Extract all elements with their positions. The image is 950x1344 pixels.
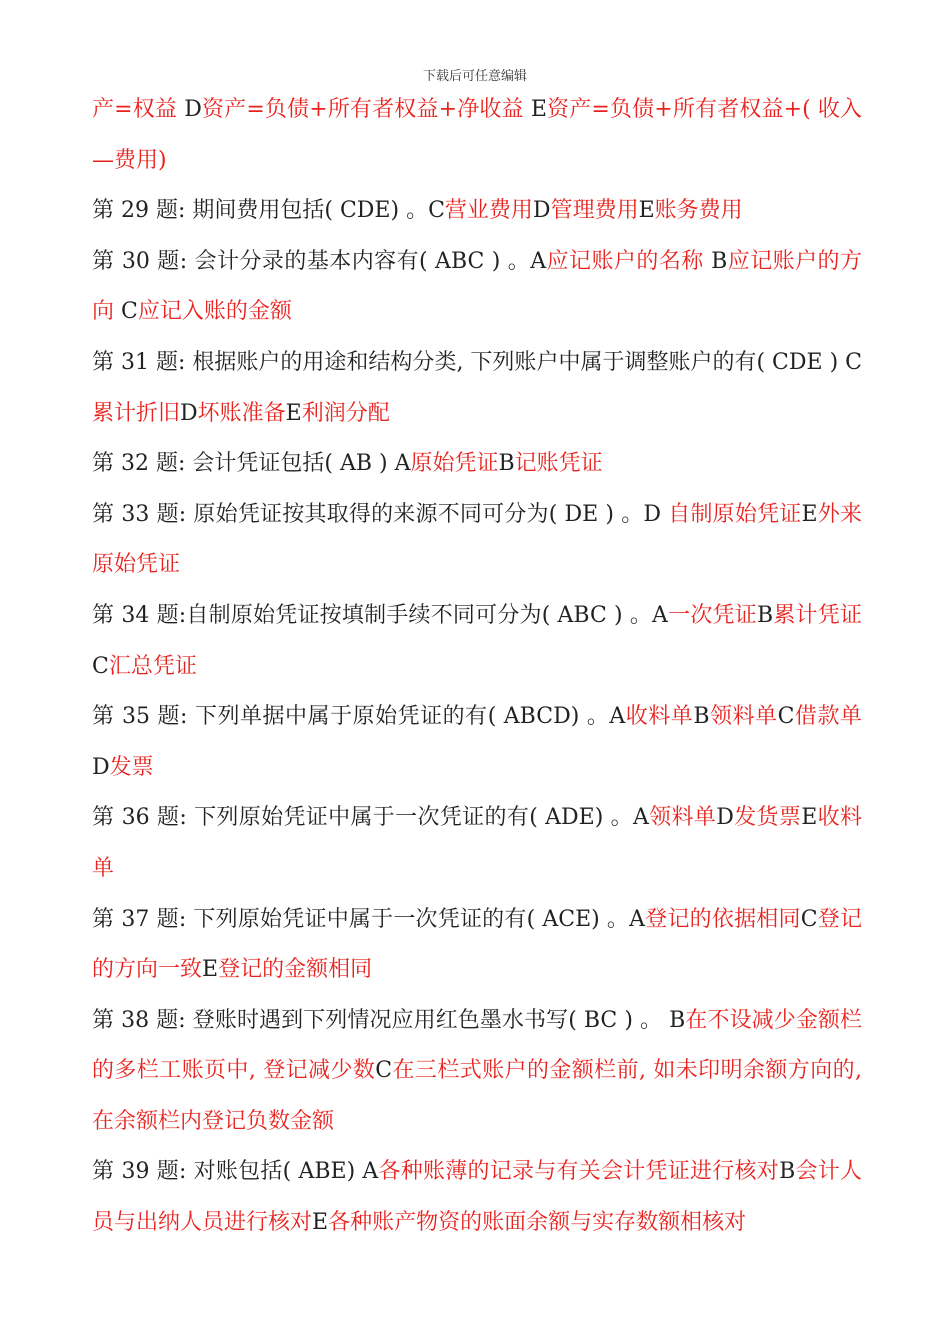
answer-text: 原始凭证 xyxy=(410,451,499,477)
question-text: B xyxy=(756,602,774,628)
answer-text: 发货票 xyxy=(733,805,802,831)
question-text: E xyxy=(523,97,547,122)
question-text: 第 31 题: 根据账户的用途和结构分类, 下列账户中属于调整账户的有( CDE ) C xyxy=(92,349,862,375)
answer-text: 应记账户的方向 xyxy=(92,248,862,325)
answer-text: 领料单 xyxy=(709,704,778,730)
answer-text: 收料单 xyxy=(92,805,862,881)
question-text: E xyxy=(801,501,818,527)
question-text: D xyxy=(177,97,202,122)
question-text: E xyxy=(285,400,302,426)
question-text: 第 30 题: 会计分录的基本内容有( ABC ) 。A xyxy=(92,248,547,274)
answer-text: 汇总凭证 xyxy=(108,653,197,679)
answer-text: 一次凭证 xyxy=(667,602,757,628)
answer-text: 领料单 xyxy=(648,805,717,831)
answer-text: 资产=负债+所有者权益+( 收入—费用) xyxy=(92,97,862,173)
question-text: 第 33 题: 原始凭证按其取得的来源不同可分为( DE ) 。D xyxy=(92,501,669,527)
answer-text: 外来原始凭证 xyxy=(92,501,862,578)
question-35 xyxy=(92,692,862,793)
answer-text: 登记的依据相同 xyxy=(645,906,801,932)
question-text: C xyxy=(114,299,138,325)
question-text: 第 39 题: 对账包括( ABE) A xyxy=(92,1159,379,1185)
answer-text: 在不设减少金额栏的多栏工账页中, 登记减少数 xyxy=(92,1007,862,1084)
question-text: 第 38 题: 登账时遇到下列情况应用红色墨水书写( BC ) 。 B xyxy=(92,1007,686,1033)
question-text: B xyxy=(498,451,515,477)
question-text: 第 36 题: 下列原始凭证中属于一次凭证的有( ADE) 。A xyxy=(92,805,649,831)
answer-text: 发票 xyxy=(109,754,154,780)
answer-text: 在三栏式账户的金额栏前, 如未印明余额方向的, 在余额栏内登记负数金额 xyxy=(92,1058,862,1134)
answer-text: 收料单 xyxy=(625,704,694,730)
document-body xyxy=(92,85,862,1249)
question-text: 第 35 题: 下列单据中属于原始凭证的有( ABCD) 。A xyxy=(92,704,626,730)
answer-text: 产=权益 xyxy=(92,97,178,122)
answer-text: 累计凭证 xyxy=(773,602,862,628)
question-text: B xyxy=(779,1159,796,1185)
question-text: D xyxy=(532,198,551,224)
answer-text: 各种账产物资的账面余额与实存数额相核对 xyxy=(328,1210,747,1236)
answer-text: 应记账户的名称 xyxy=(546,248,704,274)
question-text: C xyxy=(375,1058,393,1084)
question-text: 第 34 题:自制原始凭证按填制手续不同可分为( ABC ) 。A xyxy=(92,602,668,628)
question-33 xyxy=(92,490,862,591)
answer-text: 借款单 xyxy=(794,704,862,730)
question-text: 第 37 题: 下列原始凭证中属于一次凭证的有( ACE) 。A xyxy=(92,906,646,932)
answer-text: 账务费用 xyxy=(654,198,743,224)
question-34 xyxy=(92,591,862,692)
answer-text: 会计人员与出纳人员进行核对 xyxy=(92,1159,862,1236)
answer-text: 营业费用 xyxy=(444,198,533,224)
question-text: E xyxy=(638,198,655,224)
question-text: D xyxy=(716,805,734,831)
question-text: B xyxy=(693,704,710,730)
question-31 xyxy=(92,338,862,439)
question-30 xyxy=(92,237,862,338)
question-text: C xyxy=(777,704,795,730)
answer-text: 登记的方向一致 xyxy=(92,906,862,983)
answer-text: 登记的金额相同 xyxy=(218,957,373,983)
answer-text: 管理费用 xyxy=(550,198,639,224)
page-header: 下载后可任意编辑 xyxy=(422,69,527,84)
answer-text: 坏账准备 xyxy=(197,400,286,426)
question-37 xyxy=(92,895,862,996)
continued-answer-paragraph xyxy=(92,85,862,186)
question-text: 第 32 题: 会计凭证包括( AB ) A xyxy=(92,451,411,477)
question-36 xyxy=(92,793,862,894)
question-text: E xyxy=(202,957,219,983)
answer-text: 累计折旧 xyxy=(92,400,181,426)
question-text: 第 29 题: 期间费用包括( CDE) 。C xyxy=(92,198,445,224)
question-39 xyxy=(92,1147,862,1248)
question-32 xyxy=(92,439,862,490)
question-text: E xyxy=(312,1210,329,1236)
question-38 xyxy=(92,996,862,1148)
question-text: D xyxy=(180,400,198,426)
question-text: D xyxy=(92,754,110,780)
question-text: B xyxy=(703,248,728,274)
answer-text: 各种账薄的记录与有关会计凭证进行核对 xyxy=(378,1159,780,1185)
question-text: E xyxy=(801,805,818,831)
question-text: C xyxy=(92,653,109,679)
answer-text: 利润分配 xyxy=(301,400,390,426)
answer-text: 应记入账的金额 xyxy=(137,299,292,325)
question-29 xyxy=(92,186,862,237)
answer-text: 记账凭证 xyxy=(514,451,603,477)
answer-text: 自制原始凭证 xyxy=(668,501,802,527)
answer-text: 资产=负债+所有者权益+净收益 xyxy=(201,97,524,122)
question-text: C xyxy=(800,906,818,932)
